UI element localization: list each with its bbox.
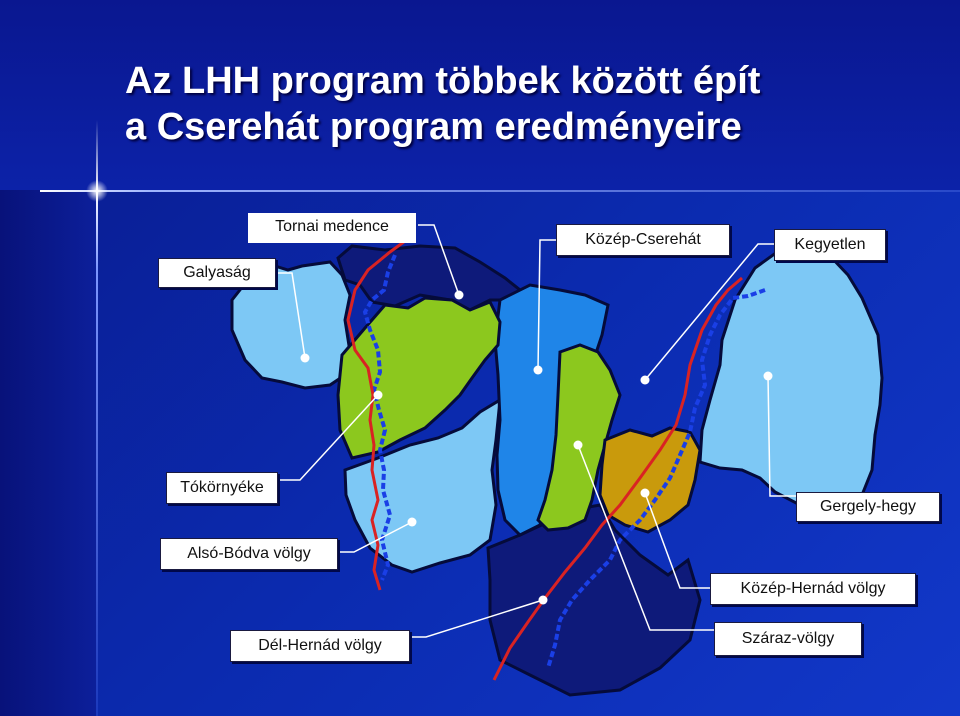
label-galyasag: Galyaság [158,258,276,288]
label-tornai-medence: Tornai medence [248,213,416,243]
label-del-hernad-volgy: Dél-Hernád völgy [230,630,410,662]
label-gergely-hegy: Gergely-hegy [796,492,940,522]
label-kozep-cserehat: Közép-Cserehát [556,224,730,256]
slide-title-line-2: a Cserehát program eredményeire [125,106,742,148]
marker-kozep-hernad [641,489,650,498]
region-kegyetlen [700,238,882,512]
marker-del-hernad [539,596,548,605]
label-also-bodva-volgy: Alsó-Bódva völgy [160,538,338,570]
marker-kozep-cserehat [534,366,543,375]
marker-galyasag [301,354,310,363]
label-tokornyeke: Tókörnyéke [166,472,278,504]
marker-kegyetlen [641,376,650,385]
marker-also-bodva [408,518,417,527]
marker-szaraz [574,441,583,450]
marker-gergely-hegy [764,372,773,381]
label-kozep-hernad-volgy: Közép-Hernád völgy [710,573,916,605]
label-kegyetlen: Kegyetlen [774,229,886,261]
slide-title-line-1: Az LHH program többek között épít [125,60,761,102]
marker-tornai-medence [455,291,464,300]
label-szaraz-volgy: Száraz-völgy [714,622,862,656]
marker-tokornyeke [374,391,383,400]
